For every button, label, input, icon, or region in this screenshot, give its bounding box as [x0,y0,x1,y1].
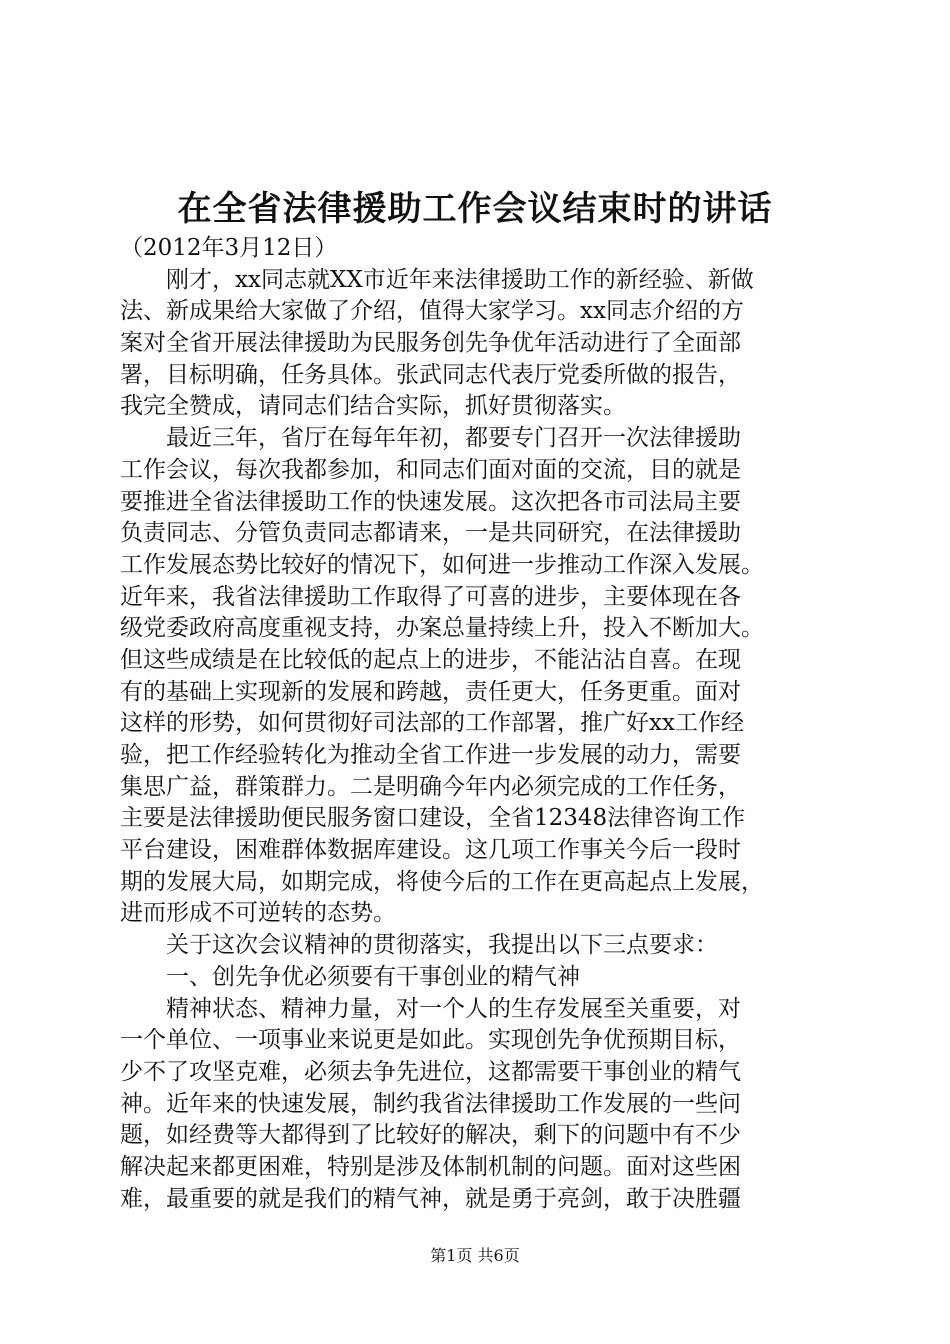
text-line: 刚才，xx同志就XX市近年来法律援助工作的新经验、新做 [120,266,754,293]
text-line: 一、创先争优必须要有干事创业的精气神 [120,963,580,990]
document-title: 在全省法律援助工作会议结束时的讲话 [177,189,773,229]
text-line: 但这些成绩是在比较低的起点上的进步，不能沾沾自喜。在现 [120,646,741,673]
text-line: 一个单位、一项事业来说更是如此。实现创先争优预期目标， [120,1027,741,1054]
text-line: 进而形成不可逆转的态势。 [120,900,396,927]
text-line: 主要是法律援助便民服务窗口建设，全省12348法律咨询工作 [120,805,746,832]
text-line: （2012年3月12日） [120,235,338,261]
text-line: 署，目标明确，任务具体。张武同志代表厅党委所做的报告， [120,361,741,388]
text-line: 要推进全省法律援助工作的快速发展。这次把各市司法局主要 [120,488,741,515]
text-line: 近年来，我省法律援助工作取得了可喜的进步，主要体现在各 [120,583,741,610]
text-line: 期的发展大局，如期完成，将使今后的工作在更高起点上发展， [120,868,764,895]
text-line: 解决起来都更困难，特别是涉及体制机制的问题。面对这些困 [120,1153,741,1180]
text-line: 少不了攻坚克难，必须去争先进位，这都需要干事创业的精气 [120,1058,741,1085]
text-line: 题，如经费等大都得到了比较好的解决，剩下的问题中有不少 [120,1122,741,1149]
text-line: 神。近年来的快速发展，制约我省法律援助工作发展的一些问 [120,1090,741,1117]
text-line: 案对全省开展法律援助为民服务创先争优年活动进行了全面部 [120,330,741,357]
text-line: 有的基础上实现新的发展和跨越，责任更大，任务更重。面对 [120,678,741,705]
text-line: 工作会议，每次我都参加，和同志们面对面的交流，目的就是 [120,456,741,483]
text-line: 精神状态、精神力量，对一个人的生存发展至关重要，对 [120,995,741,1022]
text-line: 验，把工作经验转化为推动全省工作进一步发展的动力，需要 [120,742,741,768]
text-line: 难，最重要的就是我们的精气神，就是勇于亮剑，敢于决胜疆 [120,1185,741,1212]
text-line: 平台建设，困难群体数据库建设。这几项工作事关今后一段时 [120,837,741,864]
text-line: 法、新成果给大家做了介绍，值得大家学习。xx同志介绍的方 [120,298,744,325]
text-line: 工作发展态势比较好的情况下，如何进一步推动工作深入发展。 [120,551,764,578]
text-line: 关于这次会议精神的贯彻落实，我提出以下三点要求： [120,932,718,959]
text-line: 负责同志、分管负责同志都请来，一是共同研究，在法律援助 [120,520,741,547]
text-line: 集思广益，群策群力。二是明确今年内必须完成的工作任务， [120,773,741,800]
page-footer: 第1页 共6页 [430,1246,520,1265]
text-line: 我完全赞成，请同志们结合实际，抓好贯彻落实。 [120,393,626,420]
text-line: 级党委政府高度重视支持，办案总量持续上升，投入不断加大。 [120,615,764,642]
document-body [120,233,834,1215]
text-line: 最近三年，省厅在每年年初，都要专门召开一次法律援助 [120,425,741,452]
text-line: 这样的形势，如何贯彻好司法部的工作部署，推广好xx工作经 [120,710,744,737]
